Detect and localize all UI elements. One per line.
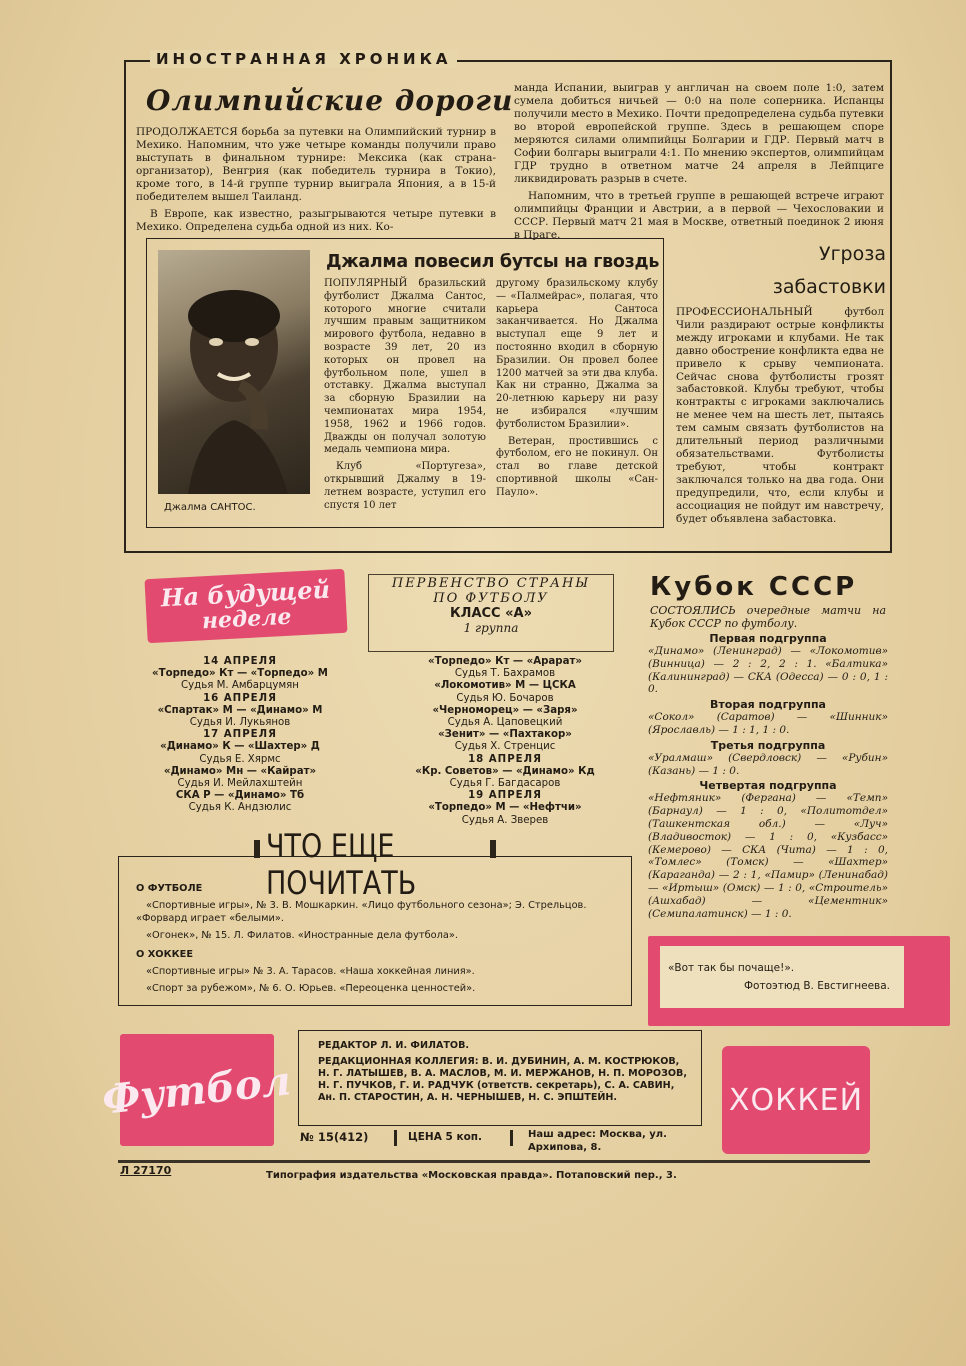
fixture-referee: Судья А. Цаповецкий bbox=[447, 717, 563, 729]
reading-item: «Спортивные игры», № 3. В. Мошкаркин. «Лицо футбольного сезона»; Э. Стрельцов. «Форвард играет «белыми». bbox=[136, 900, 587, 924]
cup-group-results: «Нефтяник» (Фергана) — «Темп» (Барнаул) — 1 : 0, «Политотдел» (Ташкентская обл.) — «Луч» (Владивосток) — 1 : 0, «Кузбасс» (Кемерово) — СКА (Чита) — 1 : 0, «Томлес» (Томск) — «Шахтер» (Караганда) — 2 : 1, «Памир» (Ленинабад) — «Иртыш» (Омск) — 1 : 0, «Строитель» (Ашхабад) — «Цементник» (Семипалатинск) — 1 : 0. bbox=[648, 792, 888, 920]
fixture-referee: Судья Ю. Бочаров bbox=[456, 692, 554, 704]
fixture-referee: Судья И. Лукьянов bbox=[189, 717, 291, 729]
football-logo bbox=[100, 1034, 294, 1146]
next-week-logo bbox=[144, 569, 347, 643]
strike-title-2: забастовки bbox=[772, 276, 886, 298]
fixture-date: 19 АПРЕЛЯ bbox=[468, 790, 542, 802]
cup-groups bbox=[648, 632, 888, 922]
fixture-match: «Черноморец» — «Заря» bbox=[432, 704, 578, 716]
hockey-logo-text: ХОККЕЙ bbox=[728, 1082, 864, 1118]
masthead-board: РЕДАКЦИОННАЯ КОЛЛЕГИЯ: В. И. ДУБИНИН, А. М. КОСТРЮКОВ, Н. Г. ЛАТЫШЕВ, В. А. МАСЛОВ, М. И. МЕРЖАНОВ, Н. П. МОРОЗОВ, Н. Г. ПУЧКОВ, Г. И. РАДЧУК (ответств. секретарь), С. А. САВИН, Ан. П. СТАРОСТИН, А. Н. ЧЕРНЫШЕВ, Н. С. ЭПШТЕЙН. bbox=[318, 1056, 688, 1103]
cup-group-name: Вторая подгруппа bbox=[710, 698, 826, 712]
fixture-match: «Торпедо» Кт — «Арарат» bbox=[428, 656, 582, 667]
djalma-column-2 bbox=[496, 278, 658, 504]
cup-group-name: Четвертая подгруппа bbox=[699, 779, 837, 793]
olympic-paragraph: В Европе, как известно, разыгрываются четыре путевки в Мехико. Определена судьба одной из них. Ко- bbox=[136, 208, 496, 233]
reading-title: ЧТО ЕЩЕ ПОЧИТАТЬ bbox=[266, 828, 417, 903]
fixture-match: «Кр. Советов» — «Динамо» Кд bbox=[415, 765, 595, 777]
fixture-referee: Судья А. Зверев bbox=[461, 814, 549, 826]
djalma-title: Джалма повесил бутсы на гвоздь bbox=[326, 252, 660, 272]
olympic-roads-title: Олимпийские дороги bbox=[146, 84, 514, 117]
fixture-match: «Торпедо» Кт — «Торпедо» М bbox=[152, 668, 328, 680]
reading-item: «Спорт за рубежом», № 6. О. Юрьев. «Переоценка ценностей». bbox=[146, 983, 476, 994]
fixture-date: 16 АПРЕЛЯ bbox=[203, 692, 277, 704]
djalma-paragraph: Ветеран, простившись с футболом, его не покинул. Он стал во главе детской спортивной школы «Сан-Пауло». bbox=[496, 435, 658, 498]
olympic-paragraph: ПРОДОЛЖАЕТСЯ борьба за путевки на Олимпийский турнир в Мехико. Напомним, что уже четыре команды получили право выступать в финальном турнире: Мексика (как страна-организатор), Венгрия (как победитель турнира в Токио), кроме того, в 14-й группе турнир выиграла Япония, а в 15-й победителем вышел Таиланд. bbox=[136, 126, 496, 203]
djalma-paragraph: ПОПУЛЯРНЫЙ бразильский футболист Джалма Сантос, которого многие считали лучшим правым защитником мирового футбола, недавно в возрасте 39 лет, 20 из которых он провел на футбольном поле, ушел в отставку. Джалма выступал за сборную Бразилии на чемпионатах мира 1954, 1958, 1962 и 1966 годов. Дважды он получал золотую медаль чемпиона мира. bbox=[324, 278, 486, 456]
masthead-divider bbox=[510, 1130, 513, 1146]
djalma-column-1 bbox=[324, 278, 486, 516]
fixtures-left bbox=[130, 656, 350, 815]
olympic-column-2 bbox=[514, 82, 884, 246]
strike-text: ПРОФЕССИОНАЛЬНЫЙ футбол Чили раздирают острые конфликты между игроками и клубами. Не так давно обострение конфликта едва не привело к срыву чемпионата. Сейчас снова футболисты грозят забастовкой. Клубы требуют, чтобы контракты с игроками заключались не менее чем на шесть лет, пытаясь тем самым связать футболистов на длительный период различными обязательствами. Футболисты требуют, чтобы контракт заключался только на два года. Они предупредили, что, если клубы и ассоциация не пойдут им навстречу, будет объявлена забастовка. bbox=[676, 306, 884, 525]
reading-football-head: О ФУТБОЛЕ bbox=[136, 883, 203, 894]
chronicle-header: ИНОСТРАННАЯ ХРОНИКА bbox=[150, 50, 457, 68]
fixture-match: «Спартак» М — «Динамо» М bbox=[157, 704, 323, 716]
hockey-logo bbox=[722, 1046, 870, 1154]
fixtures-right bbox=[400, 656, 610, 827]
reading-banner bbox=[254, 828, 500, 903]
reading-hockey-head: О ХОККЕЕ bbox=[136, 949, 194, 960]
cup-title: Кубок СССР bbox=[650, 572, 858, 602]
cup-group-name: Третья подгруппа bbox=[710, 738, 826, 752]
fixture-referee: Судья Е. Хярмс bbox=[199, 753, 281, 765]
fixture-referee: Судья К. Андзюлис bbox=[188, 802, 292, 814]
masthead-content bbox=[318, 1040, 692, 1104]
fixture-match: СКА Р — «Динамо» Тб bbox=[175, 790, 305, 802]
cup-group-name: Первая подгруппа bbox=[709, 632, 827, 645]
djalma-paragraph: другому бразильскому клубу — «Палмейрас», полагая, что карьера Сантоса заканчивается. Но Джалма выступал еще 9 лет и постоянно входил в сборную Бразилии. Он провел более 1200 матчей за эти два клуба. Как ни странно, Джалма за 20-летнюю карьеру ни разу не избирался «лучшим футболистом Бразилии». bbox=[496, 278, 658, 430]
next-week-logo-line-1: На будущей bbox=[160, 574, 331, 613]
reading-item: «Спортивные игры» № 3. А. Тарасов. «Наша хоккейная линия». bbox=[146, 966, 475, 977]
championship-header bbox=[368, 576, 614, 635]
footer-printer: Типография издательства «Московская правда». Потаповский пер., 3. bbox=[266, 1170, 677, 1181]
cup-group-results: «Уралмаш» (Свердловск) — «Рубин» (Казань) — 1 : 0. bbox=[648, 751, 888, 777]
fixture-referee: Судья М. Амбарцумян bbox=[181, 680, 299, 692]
olympic-paragraph: Напомним, что в третьей группе в решающей встрече играют олимпийцы Франции и Австрии, а в первой — Чехословакии и СССР. Первый матч 21 мая в Москве, ответный поединок 2 июня в Праге. bbox=[514, 190, 884, 241]
fixture-match: «Торпедо» М — «Нефтчи» bbox=[428, 802, 582, 814]
cup-group-results: «Сокол» (Саратов) — «Шинник» (Ярославль) — 1 : 1, 1 : 0. bbox=[648, 711, 888, 736]
reading-content bbox=[136, 882, 622, 995]
photo-note-title: «Вот так бы почаще!». bbox=[668, 962, 795, 974]
fixture-match: «Зенит» — «Пахтакор» bbox=[438, 729, 572, 741]
fixture-date: 18 АПРЕЛЯ bbox=[468, 753, 542, 765]
next-week-logo-line-2: неделе bbox=[201, 603, 293, 635]
cup-group-results: «Динамо» (Ленинград) — «Локомотив» (Винница) — 2 : 2, 2 : 1. «Балтика» (Калининград) — СКА (Одесса) — 0 : 0, 1 : 0. bbox=[648, 645, 888, 696]
olympic-column-1 bbox=[136, 126, 496, 238]
fixture-date: 14 АПРЕЛЯ bbox=[203, 656, 277, 667]
portrait-illustration bbox=[158, 250, 310, 494]
djalma-paragraph: Клуб «Португеза», открывший Джалму в 19-летнем возрасте, уступил его спустя 10 лет bbox=[324, 461, 486, 511]
fixture-referee: Судья Т. Бахрамов bbox=[454, 668, 556, 680]
strike-title bbox=[790, 240, 886, 268]
photo-note-credit: Фотоэтюд В. Евстигнеева. bbox=[744, 980, 890, 992]
championship-line-2: ПО ФУТБОЛУ bbox=[433, 591, 549, 606]
footer-rule bbox=[118, 1160, 870, 1163]
fixture-referee: Судья И. Мейлахштейн bbox=[177, 778, 303, 790]
fixture-match: «Локомотив» М — ЦСКА bbox=[434, 680, 576, 692]
fixture-match: «Динамо» К — «Шахтер» Д bbox=[160, 741, 320, 753]
fixture-match: «Динамо» Мн — «Кайрат» bbox=[163, 765, 317, 777]
photo-caption: Джалма САНТОС. bbox=[164, 502, 256, 513]
championship-line-4: 1 группа bbox=[463, 621, 519, 635]
photo-note-inner bbox=[660, 946, 904, 1008]
strike-title-line: Угроза bbox=[819, 243, 886, 265]
championship-line-1: ПЕРВЕНСТВО СТРАНЫ bbox=[391, 576, 591, 591]
fixture-referee: Судья Г. Багдасаров bbox=[449, 778, 561, 790]
issue-price: ЦЕНА 5 коп. bbox=[408, 1131, 483, 1143]
issue-number: № 15(412) bbox=[300, 1130, 369, 1144]
fixture-referee: Судья Х. Стренцис bbox=[454, 741, 556, 753]
reading-item: «Огонек», № 15. Л. Филатов. «Иностранные дела футбола». bbox=[146, 930, 458, 941]
championship-line-3: КЛАСС «А» bbox=[450, 606, 532, 621]
djalma-photo bbox=[158, 250, 310, 494]
masthead-divider bbox=[394, 1130, 397, 1146]
olympic-paragraph: манда Испании, выиграв у англичан на своем поле 1:0, затем сумела добиться ничьей — 0:0 на поле соперника. Испанцы получили место в Мехико. Почти предопределена судьба путевки во второй европейской группе. Здесь в решающем споре меряются силами олимпийцы Болгарии и ГДР. Первый матч в Софии болгары выиграли 4:1. По мнению экспертов, олимпийцам ГДР трудно в ответном матче 24 апреля в Лейпциге ликвидировать разрыв в счете. bbox=[514, 82, 884, 185]
cup-intro: СОСТОЯЛИСЬ очередные матчи на Кубок СССР по футболу. bbox=[650, 604, 886, 630]
fixture-date: 17 АПРЕЛЯ bbox=[203, 729, 277, 741]
football-logo-text: Футбол bbox=[100, 1056, 294, 1124]
address: Наш адрес: Москва, ул. Архипова, 8. bbox=[528, 1129, 667, 1153]
masthead-editor: РЕДАКТОР Л. И. ФИЛАТОВ. bbox=[318, 1040, 470, 1051]
footer-code: Л 27170 bbox=[120, 1164, 172, 1177]
